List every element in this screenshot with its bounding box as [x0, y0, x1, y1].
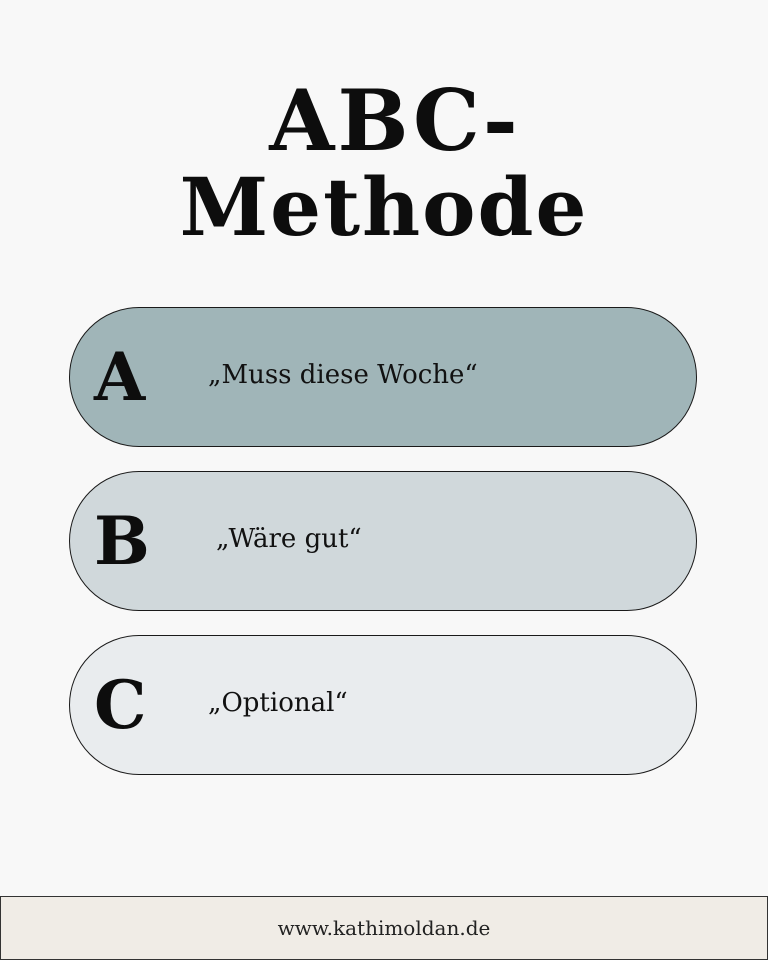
category-c-card [69, 635, 697, 775]
website-link[interactable]: www.kathimoldan.de [277, 916, 491, 940]
title-line-1: ABC- [269, 71, 521, 170]
category-a-card [69, 307, 697, 447]
category-b-label: „Wäre gut“ [216, 524, 362, 554]
category-c-letter: C [94, 666, 147, 744]
footer-bar [0, 896, 768, 960]
category-b-letter: B [94, 502, 150, 580]
category-a-letter: A [94, 338, 146, 416]
page-title [0, 71, 768, 254]
category-c-label: „Optional“ [208, 688, 348, 718]
category-b-card [69, 471, 697, 611]
title-line-2: Methode [179, 160, 589, 254]
category-a-label: „Muss diese Woche“ [208, 360, 478, 390]
